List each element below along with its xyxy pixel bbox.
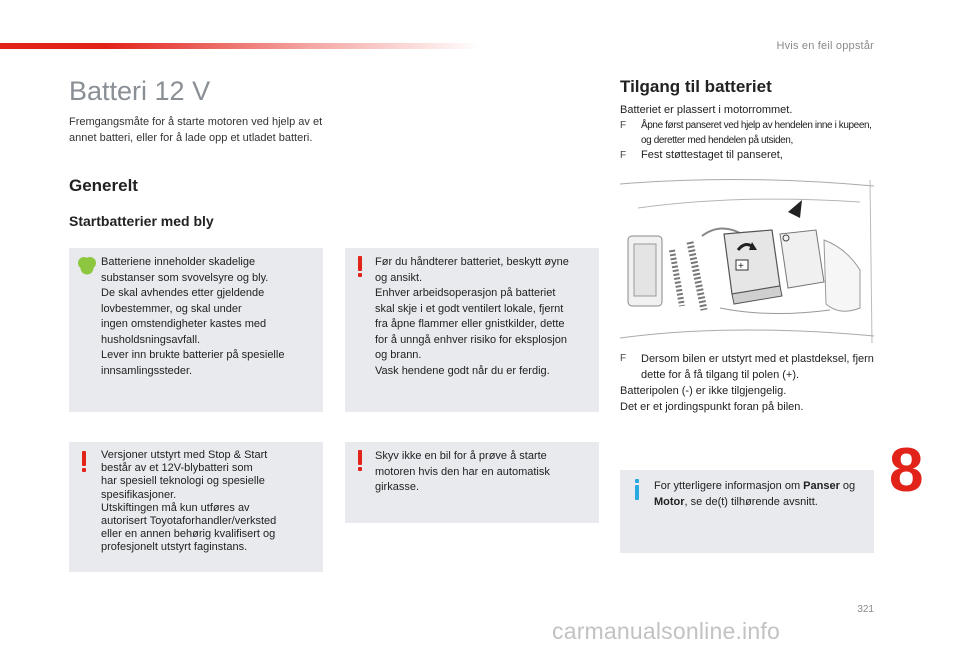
section-header: Hvis en feil oppstår <box>776 40 874 52</box>
bullet-marker: F <box>620 120 627 131</box>
info-text: For ytterligere informasjon om Panser og Motor, se de(t) tilhørende avsnitt. <box>654 480 856 508</box>
exclamation-warning-icon <box>355 256 365 278</box>
battery-location-text: Batteriet er plassert i motorrommet. <box>620 104 793 116</box>
info-box-more <box>620 470 874 553</box>
top-accent-bar <box>0 43 480 49</box>
warning-box-handling <box>345 248 599 412</box>
warning-box-stop-start <box>69 442 323 572</box>
bullet-open-bonnet: F Åpne først panseret ved hjelp av hendelen inne i kupeen, og deretter med hendelen på utsiden, <box>620 120 872 146</box>
page-number: 321 <box>857 604 874 615</box>
svg-text:+: + <box>738 261 744 272</box>
after-illustration-text <box>620 351 880 415</box>
access-instructions <box>620 103 880 163</box>
info-icon <box>632 479 642 501</box>
link-panser: Panser <box>803 480 840 492</box>
warning-text-handling: Før du håndterer batteriet, beskytt øyne og ansikt. Enhver arbeidsoperasjon på batteriet skal skje i et godt ventilert lokale, fjernt fra åpne flammer eller gnistkilder, dette for å unngå enhver risiko for eksplosjon og brann. Vask hendene godt når du er ferdig. <box>375 256 569 377</box>
intro-paragraph: Fremgangsmåte for å starte motoren ved hjelp av et annet batteri, eller for å lade opp et utladet batteri. <box>69 116 323 144</box>
heading-tilgang: Tilgang til batteriet <box>620 77 772 96</box>
engine-battery-illustration <box>620 178 874 346</box>
warning-text-stop-start: Versjoner utstyrt med Stop & Start består av et 12V-blybatteri som har spesiell teknologi og spesielle spesifikasjoner. Utskiftingen må kun utføres av autorisert Toyotaforhandler/verksted eller en annen behørig kvalifisert og profesjonelt utstyrt faginstans. <box>101 449 277 554</box>
bullet-marker: F <box>620 353 627 364</box>
bullet-prop-rod: F Fest støttestaget til panseret, <box>620 149 783 161</box>
bullet-plastic-cover: F Dersom bilen er utstyrt med et plastdeksel, fjern dette for å få tilgang til polen (+). <box>620 353 874 381</box>
leaf-eco-icon <box>77 256 97 276</box>
warning-text-push-start: Skyv ikke en bil for å prøve å starte motoren hvis den har en automatisk girkasse. <box>375 450 550 493</box>
eco-note-text: Batteriene inneholder skadelige substanser som svovelsyre og bly. De skal avhendes etter gjeldende lovbestemmer, og skal under ingen omstendigheter kastes med husholdsningsavfall. Lever inn brukte batterier på spesielle innsamlingssteder. <box>101 256 285 377</box>
page-title: Batteri 12 V <box>69 76 211 106</box>
warning-box-push-start <box>345 442 599 523</box>
subheading-startbatterier: Startbatterier med bly <box>69 213 214 229</box>
negative-pole-text: Batteripolen (-) er ikke tilgjengelig. <box>620 385 787 397</box>
bullet-marker: F <box>620 150 627 161</box>
watermark: carmanualsonline.info <box>552 618 780 644</box>
chapter-number: 8 <box>889 436 924 505</box>
heading-generelt: Generelt <box>69 176 138 195</box>
link-motor: Motor <box>654 496 685 508</box>
eco-note-box <box>69 248 323 412</box>
ground-point-text: Det er et jordingspunkt foran på bilen. <box>620 401 804 413</box>
exclamation-warning-icon <box>79 451 89 473</box>
exclamation-warning-icon <box>355 450 365 472</box>
